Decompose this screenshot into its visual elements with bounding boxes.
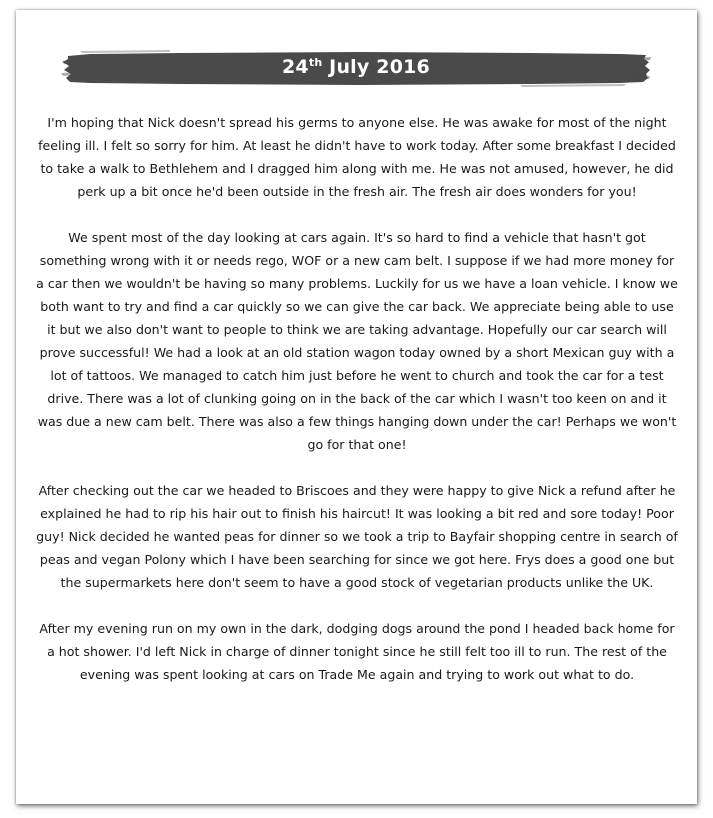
- entry-paragraph: After checking out the car we headed to Briscoes and they were happy to give Nick a refund after he explained he had to rip his hair out to finish his haircut! It was looking a bit red and sore today! Poor guy! Nick decided he wanted peas for dinner so we took a trip to Bayfair shopping centre in search of peas and vegan Polony which I have been searching for since we got here. Frys does a good one but the supermarkets here don't seem to have a good stock of vegetarian products unlike the UK.: [36, 483, 678, 590]
- entry-paragraph: After my evening run on my own in the dark, dodging dogs around the pond I headed back home for a hot shower. I'd left Nick in charge of dinner tonight since he still felt too ill to run. The rest of the evening was spent looking at cars on Trade Me again and trying to work out what to do.: [39, 621, 675, 682]
- entry-paragraph: I'm hoping that Nick doesn't spread his germs to anyone else. He was awake for most of the night feeling ill. I felt so sorry for him. At least he didn't have to work today. After some breakfast I decided to take a walk to Bethlehem and I dragged him along with me. He was not amused, however, he did perk up a bit once he'd been outside in the fresh air. The fresh air does wonders for you!: [38, 115, 676, 199]
- date-ordinal-suffix: th: [308, 56, 323, 69]
- entry-body: [36, 111, 678, 709]
- journal-page: [16, 10, 697, 804]
- entry-date-title: [60, 39, 652, 95]
- date-day: 24: [282, 56, 309, 78]
- entry-paragraph: We spent most of the day looking at cars again. It's so hard to find a vehicle that hasn't got something wrong with it or needs rego, WOF or a new cam belt. I suppose if we had more money for a car then we wouldn't be having so many problems. Luckily for us we have a loan vehicle. I know we both want to try and find a car quickly so we can give the car back. We appreciate being able to use it but we also don't want to people to think we are taking advantage. Hopefully our car search will prove successful! We had a look at an old station wagon today owned by a short Mexican guy with a lot of tattoos. We managed to catch him just before he went to church and took the car for a test drive. There was a lot of clunking going on in the back of the car which I wasn't too keen on and it was due a new cam belt. There was also a few things hanging down under the car! Perhaps we won't go for that one!: [36, 230, 678, 452]
- title-banner: [60, 39, 652, 95]
- date-month-year: July 2016: [322, 56, 430, 78]
